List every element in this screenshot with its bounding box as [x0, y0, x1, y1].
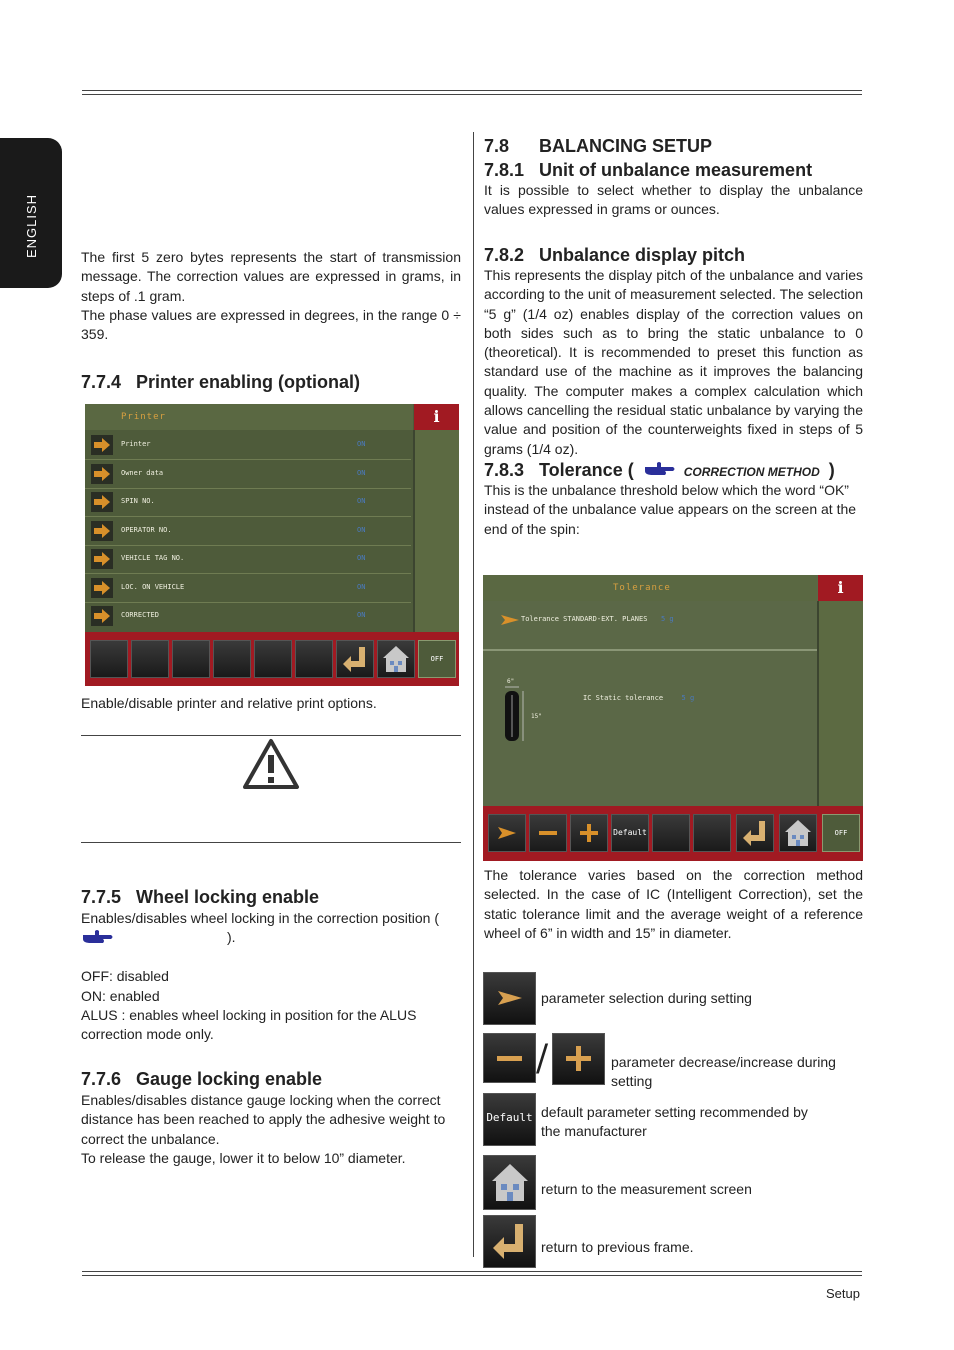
arrow-right-icon — [91, 492, 113, 512]
select-button[interactable] — [488, 814, 526, 852]
arrow-right-icon — [91, 435, 113, 455]
tolerance-screen — [483, 575, 863, 861]
warning-icon — [242, 738, 300, 790]
printer-screen-title: Printer — [121, 412, 166, 422]
legend-default-text: default parameter setting recommended by the manufacturer — [541, 1104, 808, 1140]
arrow-right-icon — [91, 549, 113, 569]
home-icon — [378, 641, 414, 677]
warning-rule-top — [81, 735, 461, 736]
arrow-right-icon — [91, 606, 113, 626]
top-rule-2 — [82, 94, 862, 95]
section-7-7-5-body: Enables/disables wheel locking in the correction position ( ). OFF: disabled ON: enabled ALUS : enables wheel locking in position for the ALUS correction mode only. — [81, 910, 439, 1043]
tolerance-row-standard[interactable]: Tolerance STANDARD-EXT. PLANES 5 g — [483, 605, 817, 651]
printer-caption: Enable/disable printer and relative print options. — [81, 695, 377, 711]
tolerance-screen-title: Tolerance — [613, 583, 671, 593]
back-legend-icon — [483, 1215, 536, 1268]
bottom-rule-2 — [82, 1275, 862, 1276]
printer-row[interactable]: VEHICLE TAG NO. ON — [85, 545, 411, 574]
top-rule — [82, 90, 862, 91]
arrow-right-icon — [91, 464, 113, 484]
return-arrow-icon — [484, 1216, 535, 1267]
section-7-8-3-heading: 7.8.3 Tolerance ( CORRECTION METHOD ) — [484, 460, 835, 480]
tolerance-explanation: The tolerance varies based on the correction method selected. In the case of IC (Intelligent Correction), set the static tolerance limit and the average weight of a reference wheel of 6” in width and 15” in diameter. — [484, 867, 863, 941]
home-button[interactable] — [779, 814, 817, 852]
language-tab-label: ENGLISH — [24, 193, 39, 258]
printer-row[interactable]: CORRECTED ON — [85, 602, 411, 630]
minus-icon — [530, 815, 566, 851]
printer-row[interactable]: Printer ON — [85, 431, 411, 460]
legend-home-text: return to the measurement screen — [541, 1181, 752, 1197]
blank-key[interactable] — [131, 640, 169, 678]
minus-legend-icon — [483, 1033, 536, 1083]
correction-method-reference: CORRECTION METHOD — [683, 465, 820, 479]
section-7-7-6-body: Enables/disables distance gauge locking when the correct distance has been reached to apply the adhesive weight to correct the unbalance. To release the gauge, lower it to below 10” diameter. — [81, 1092, 446, 1166]
plus-icon — [571, 815, 607, 851]
return-arrow-icon — [337, 641, 373, 677]
off-button[interactable]: OFF — [418, 640, 456, 678]
ic-static-tolerance-row[interactable]: IC Static tolerance 5 g — [583, 694, 695, 702]
blank-key[interactable] — [652, 814, 690, 852]
arrow-right-icon — [484, 973, 535, 1024]
default-legend-icon: Default — [483, 1093, 536, 1146]
home-icon — [780, 815, 816, 851]
section-7-7-5-heading: 7.7.5 Wheel locking enable — [81, 887, 320, 907]
blank-key[interactable] — [254, 640, 292, 678]
printer-screen — [85, 404, 459, 686]
home-icon — [484, 1156, 535, 1209]
column-divider — [473, 132, 474, 1257]
warning-rule-bottom — [81, 842, 461, 843]
printer-row[interactable]: LOC. ON VEHICLE ON — [85, 574, 411, 603]
printer-row[interactable]: SPIN NO. ON — [85, 488, 411, 517]
back-button[interactable] — [736, 814, 774, 852]
printer-button-bar — [85, 632, 459, 686]
section-7-8-heading: 7.8 BALANCING SETUP — [484, 136, 713, 156]
printer-side-panel — [413, 430, 459, 632]
section-7-8-2-heading: 7.8.2 Unbalance display pitch — [484, 245, 746, 265]
arrow-right-icon — [489, 815, 525, 851]
section-7-7-4-heading: 7.7.4 Printer enabling (optional) — [81, 372, 360, 392]
language-tab — [0, 138, 62, 288]
wheel-diagram: 6" 15" — [501, 683, 529, 743]
intro-paragraph-2: The phase values are expressed in degrees, in the range 0 ÷ 359. — [81, 306, 461, 343]
pointing-hand-icon — [81, 928, 115, 946]
section-7-8-2-body: This represents the display pitch of the unbalance and varies according to the unit of measurement selected. The selection “5 g” (1/4 oz) enables display of the correction values on both sides such as to bring the static unbalance to 0 (theoretical). It is recommended to preset this function as standard use of the machine as it improves the balancing quality. The computer makes a complex calculation which allows cancelling the residual static unbalance by varying the value and position of the counterweights fixed in steps of 5 grams (1/4 oz). — [484, 267, 863, 457]
info-icon[interactable]: i — [818, 575, 863, 601]
tolerance-side-panel — [817, 601, 863, 806]
back-button[interactable] — [336, 640, 374, 678]
select-legend-icon — [483, 972, 536, 1025]
arrow-right-icon — [501, 615, 519, 625]
info-icon[interactable]: i — [414, 404, 459, 430]
tolerance-button-bar — [483, 806, 863, 861]
decrease-button[interactable] — [529, 814, 567, 852]
arrow-right-icon — [91, 521, 113, 541]
home-legend-icon — [483, 1155, 536, 1210]
intro-paragraph-1: The first 5 zero bytes represents the start of transmission message. The correction values are expressed in grams, in steps of .1 gram. — [81, 249, 461, 304]
printer-row[interactable]: OPERATOR NO. ON — [85, 517, 411, 546]
section-7-8-1-heading: 7.8.1 Unit of unbalance measurement — [484, 160, 813, 180]
blank-key[interactable] — [213, 640, 251, 678]
legend-decinc-text: parameter decrease/increase during setting — [611, 1054, 836, 1090]
printer-row[interactable]: Owner data ON — [85, 460, 411, 489]
section-7-8-1-body: It is possible to select whether to display the unbalance values expressed in grams or ounces. — [484, 182, 863, 218]
off-button[interactable]: OFF — [822, 814, 860, 852]
blank-key[interactable] — [693, 814, 731, 852]
footer-label: Setup — [826, 1286, 860, 1301]
section-7-7-6-heading: 7.7.6 Gauge locking enable — [81, 1069, 323, 1089]
minus-icon — [484, 1034, 535, 1082]
increase-button[interactable] — [570, 814, 608, 852]
blank-key[interactable] — [295, 640, 333, 678]
default-button[interactable]: Default — [611, 814, 649, 852]
home-button[interactable] — [377, 640, 415, 678]
pointing-hand-icon — [643, 460, 677, 478]
plus-legend-icon — [552, 1033, 605, 1085]
arrow-right-icon — [91, 578, 113, 598]
blank-key[interactable] — [172, 640, 210, 678]
return-arrow-icon — [737, 815, 773, 851]
legend-select-text: parameter selection during setting — [541, 990, 752, 1006]
intro-text — [81, 248, 461, 344]
plus-icon — [553, 1034, 604, 1084]
blank-key[interactable] — [90, 640, 128, 678]
bottom-rule — [82, 1271, 862, 1272]
legend-back-text: return to previous frame. — [541, 1239, 694, 1255]
section-7-8-3-body: This is the unbalance threshold below which the word “OK” instead of the unbalance value appears on the screen at the end of the spin: — [484, 482, 857, 537]
legend-slash: / — [536, 1038, 549, 1079]
